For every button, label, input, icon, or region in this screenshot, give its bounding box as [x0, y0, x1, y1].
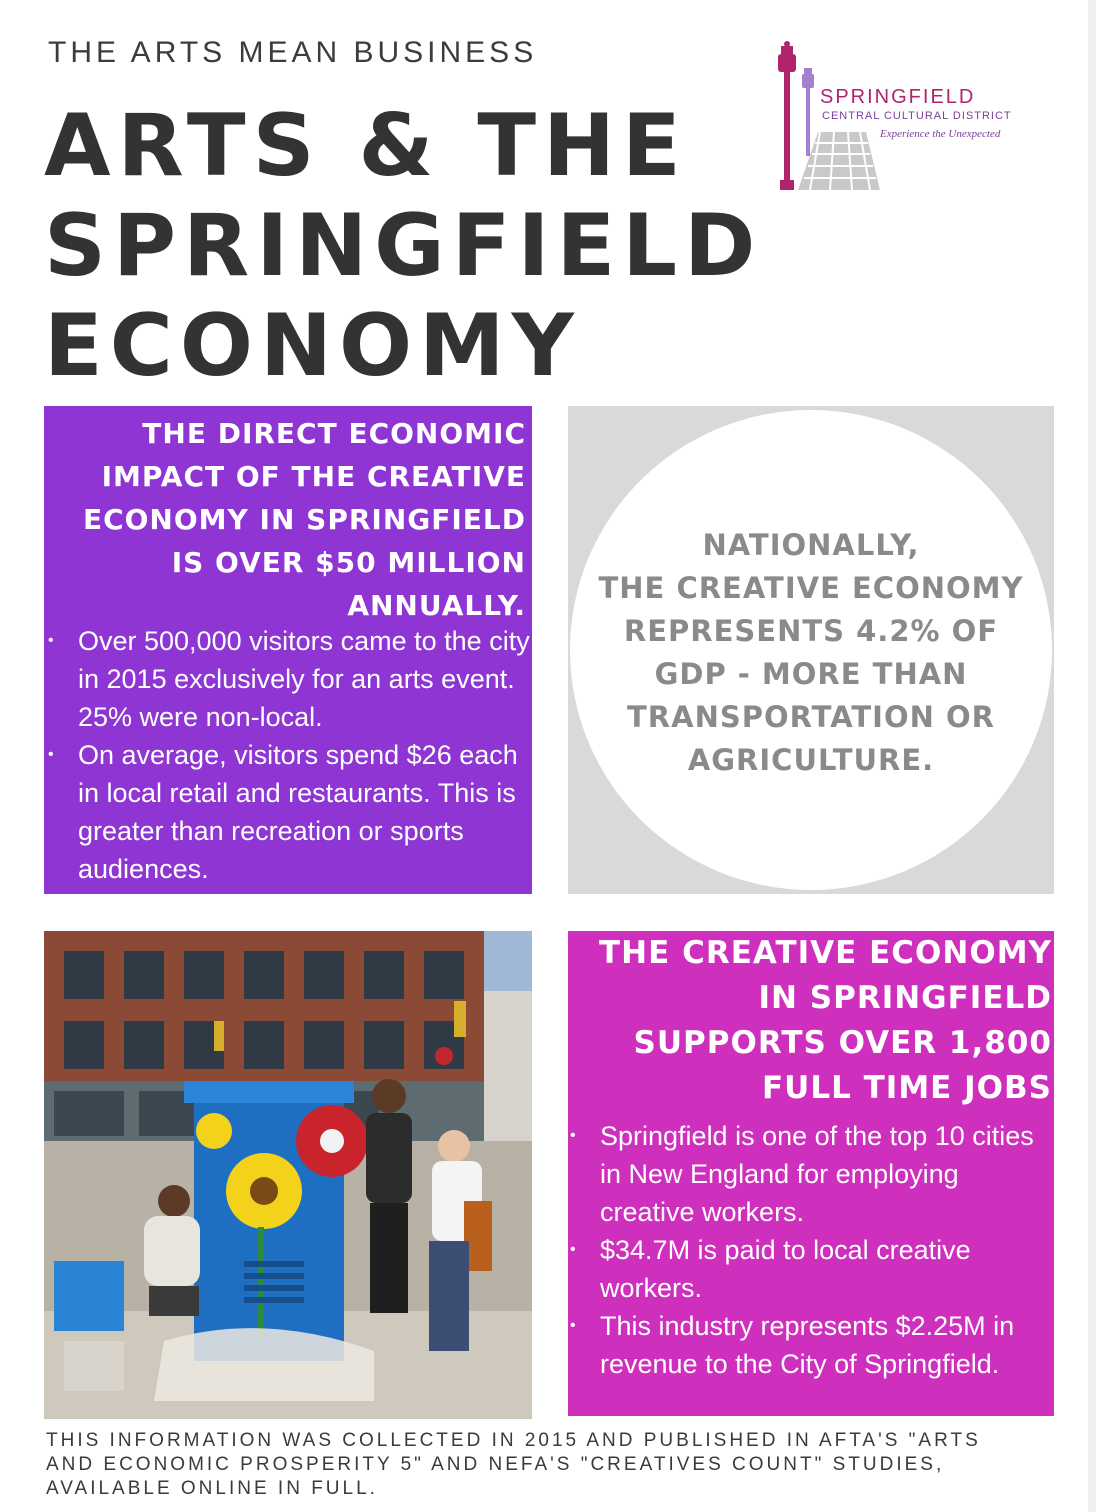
page-title	[44, 96, 762, 396]
front-lamppost	[778, 41, 796, 190]
list-item: • This industry represents $2.25M in revenue to the City of Springfield.	[568, 1307, 1054, 1383]
logo-subtitle: CENTRAL CULTURAL DISTRICT	[822, 110, 1012, 122]
list-item: • On average, visitors spend $26 each in local retail and restaurants. This is greater than recreation or sports audiences.	[46, 736, 536, 888]
list-item: • $34.7M is paid to local creative workers.	[568, 1231, 1054, 1307]
stat-line: NATIONALLY,	[702, 528, 920, 562]
headline-line: ECONOMY IN SPRINGFIELD	[82, 503, 526, 536]
headline-line: SUPPORTS OVER 1,800	[633, 1025, 1052, 1061]
stat-circle	[570, 410, 1052, 890]
direct-impact-headline	[56, 412, 526, 627]
page-edge	[1088, 0, 1096, 1512]
mural-painting-photo	[44, 931, 532, 1419]
paved-path-graphic	[798, 132, 880, 190]
headline-line: FULL TIME JOBS	[762, 1070, 1052, 1106]
source-footnote: THIS INFORMATION WAS COLLECTED IN 2015 AND PUBLISHED IN AFTA'S "ARTS AND ECONOMIC PROSPERITY 5" AND NEFA'S "CREATIVES COUNT" STUDIES, AVAILABLE ONLINE IN FULL.	[46, 1430, 981, 1499]
title-line-1: ARTS & THE	[44, 96, 688, 196]
photo-illustration	[44, 931, 532, 1419]
headline-line: THE CREATIVE ECONOMY	[599, 935, 1052, 971]
back-lamppost	[802, 68, 814, 156]
jobs-panel	[568, 931, 1054, 1416]
logo-tagline: Experience the Unexpected	[880, 128, 1001, 140]
list-item: • Springfield is one of the top 10 cities in New England for employing creative workers.	[568, 1117, 1054, 1231]
stat-line: GDP - MORE THAN	[654, 657, 968, 691]
list-item: • Over 500,000 visitors came to the city in 2015 exclusively for an arts event. 25% were non-local.	[46, 622, 536, 736]
direct-impact-panel	[44, 406, 532, 894]
headline-line: IMPACT OF THE CREATIVE	[101, 460, 526, 493]
stat-line: THE CREATIVE ECONOMY	[598, 571, 1024, 605]
national-stat-panel	[568, 406, 1054, 894]
jobs-bullets	[568, 1117, 1054, 1383]
headline-line: IS OVER $50 MILLION	[171, 546, 526, 579]
headline-line: ANNUALLY.	[347, 589, 526, 622]
direct-impact-bullets	[46, 622, 536, 888]
title-line-3: ECONOMY	[44, 296, 581, 396]
headline-line: THE DIRECT ECONOMIC	[142, 417, 526, 450]
stat-line: REPRESENTS 4.2% OF	[623, 614, 999, 648]
title-line-2: SPRINGFIELD	[44, 196, 763, 296]
kicker: THE ARTS MEAN BUSINESS	[48, 36, 538, 69]
stat-line: TRANSPORTATION OR	[627, 700, 995, 734]
stat-line: AGRICULTURE.	[687, 743, 935, 777]
jobs-headline	[572, 931, 1052, 1111]
national-stat-text	[570, 524, 1052, 782]
logo-name: SPRINGFIELD	[820, 86, 976, 108]
headline-line: IN SPRINGFIELD	[758, 980, 1052, 1016]
